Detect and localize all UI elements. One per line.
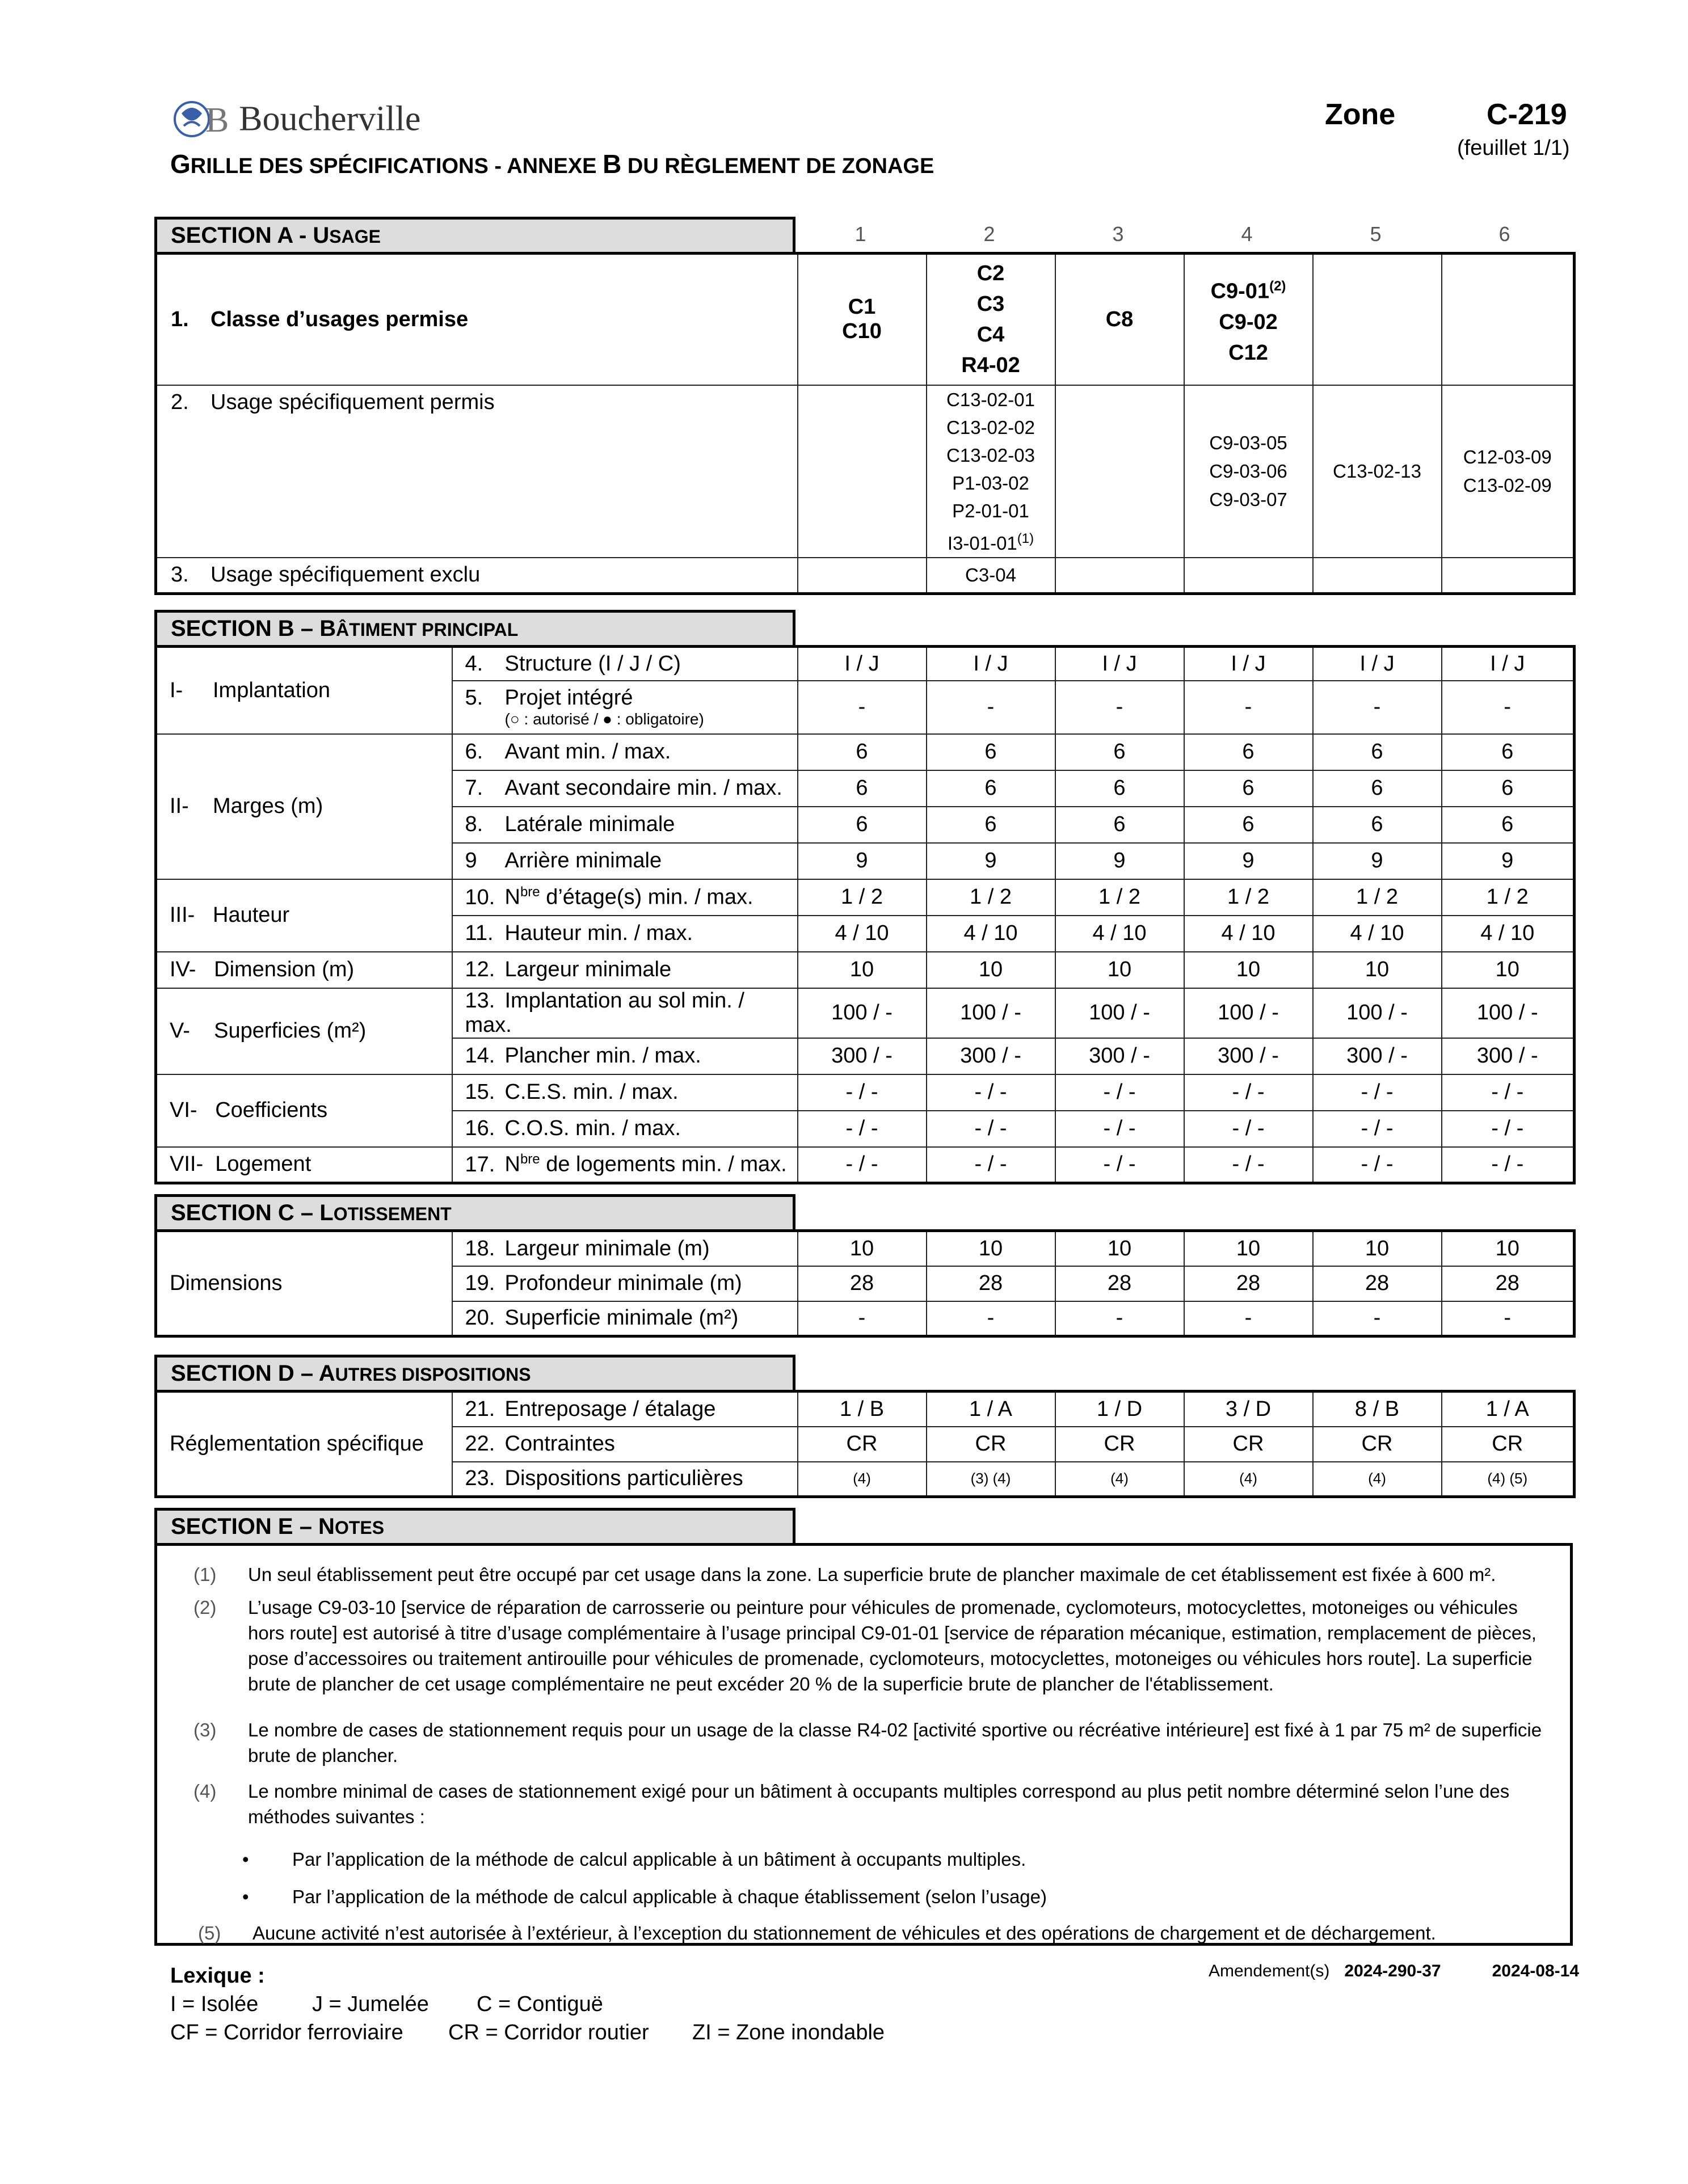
cell: 10 bbox=[1313, 1231, 1442, 1266]
cell: 6 bbox=[1442, 734, 1575, 770]
cell: 10 bbox=[798, 952, 927, 988]
cell: 100 / - bbox=[1313, 988, 1442, 1038]
cell: 100 / - bbox=[798, 988, 927, 1038]
section-a-header: SECTION A - USAGE bbox=[154, 217, 795, 252]
table-row bbox=[156, 988, 1575, 1038]
cell: - / - bbox=[1055, 1147, 1184, 1183]
table-row bbox=[156, 1392, 1575, 1427]
table-row bbox=[156, 734, 1575, 770]
group-label: VI- Coefficients bbox=[156, 1074, 452, 1147]
cell: C13-02-01 C13-02-02 C13-02-03 P1-03-02 P2-01-01 I3-01-01$^{(1)}$ bbox=[927, 385, 1055, 558]
column-number: 3 bbox=[1112, 222, 1124, 246]
section-d-header: SECTION D – AUTRES DISPOSITIONS bbox=[154, 1355, 795, 1390]
note-2: (2) L’usage C9-03-10 [service de réparation de carrosserie ou peinture pour véhicules de promenade, cyclomoteurs, motocyclettes, motoneiges ou véhicules hors route] est autorisé à titre d’usage complémentaire à l’usage principal C9-01-01 [service de réparation mécanique, estimation, remplacement de pièces, pose d’accessoires ou traitement antirouille pour véhicules de promenade, cyclomoteurs, motocyclettes, motoneiges ou véhicules hors route]. La superficie brute de plancher de cet usage complémentaire ne peut excéder 20 % de la superficie brute de plancher de l'établissement. bbox=[193, 1597, 1537, 1694]
cell: 3 / D bbox=[1184, 1392, 1313, 1427]
note-4-bullet: • Par l’application de la méthode de calcul applicable à chaque établissement (selon l’usage) bbox=[242, 1886, 1047, 1907]
cell: 10 bbox=[1184, 1231, 1313, 1266]
row-label: 10. $N^{bre}$ d’étage(s) min. / max. bbox=[452, 879, 798, 916]
cell: 6 bbox=[798, 734, 927, 770]
cell: 6 bbox=[927, 734, 1055, 770]
cell: 9 bbox=[1055, 843, 1184, 879]
cell: 10 bbox=[1442, 1231, 1575, 1266]
cell: - bbox=[1313, 681, 1442, 734]
row-label: 21. Entreposage / étalage bbox=[452, 1392, 798, 1427]
cell: - / - bbox=[1313, 1147, 1442, 1183]
cell: 6 bbox=[1442, 770, 1575, 807]
cell: CR bbox=[1184, 1427, 1313, 1462]
cell: 1 / 2 bbox=[927, 879, 1055, 916]
amendment-info: Amendement(s) 2024-290-37 2024-08-14 bbox=[1209, 1962, 1580, 1980]
section-b-table bbox=[154, 645, 1576, 1184]
cell: - / - bbox=[1055, 1111, 1184, 1147]
city-crest-icon bbox=[170, 96, 233, 142]
row-label: 5. Projet intégré (○ : autorisé / ● : obligatoire) bbox=[452, 681, 798, 734]
cell: 6 bbox=[1184, 770, 1313, 807]
cell: 6 bbox=[1442, 807, 1575, 843]
section-a-table bbox=[154, 252, 1576, 595]
column-number: 5 bbox=[1370, 222, 1382, 246]
group-label: I- Implantation bbox=[156, 647, 452, 734]
cell: 10 bbox=[1313, 952, 1442, 988]
cell: - bbox=[1184, 681, 1313, 734]
cell: 1 / 2 bbox=[1313, 879, 1442, 916]
row-label: 20. Superficie minimale (m²) bbox=[452, 1301, 798, 1336]
cell: 10 bbox=[1055, 952, 1184, 988]
cell: - / - bbox=[1184, 1147, 1313, 1183]
table-row bbox=[156, 952, 1575, 988]
cell bbox=[1184, 558, 1313, 594]
cell: C9-01$^{(2)}$ C9-02 C12 bbox=[1184, 254, 1313, 385]
cell: (4) (5) bbox=[1442, 1462, 1575, 1497]
cell bbox=[1055, 385, 1184, 558]
row-label: 13. Implantation au sol min. / max. bbox=[452, 988, 798, 1038]
cell: 9 bbox=[798, 843, 927, 879]
cell: (3) (4) bbox=[927, 1462, 1055, 1497]
cell: 10 bbox=[927, 1231, 1055, 1266]
cell: - bbox=[1055, 1301, 1184, 1336]
cell: 300 / - bbox=[1055, 1038, 1184, 1074]
row-label: 12. Largeur minimale bbox=[452, 952, 798, 988]
cell: 300 / - bbox=[927, 1038, 1055, 1074]
section-c-header: SECTION C – LOTISSEMENT bbox=[154, 1194, 795, 1229]
cell bbox=[1442, 558, 1575, 594]
group-label: V- Superficies (m²) bbox=[156, 988, 452, 1074]
cell: - / - bbox=[1184, 1074, 1313, 1111]
group-label: VII- Logement bbox=[156, 1147, 452, 1183]
group-label: II- Marges (m) bbox=[156, 734, 452, 879]
row-label: 22. Contraintes bbox=[452, 1427, 798, 1462]
row-label: 1. Classe d’usages permise bbox=[156, 254, 798, 385]
cell: 6 bbox=[1313, 734, 1442, 770]
cell: - / - bbox=[1442, 1111, 1575, 1147]
cell: 300 / - bbox=[1313, 1038, 1442, 1074]
cell: 300 / - bbox=[798, 1038, 927, 1074]
cell: (4) bbox=[1055, 1462, 1184, 1497]
cell: 100 / - bbox=[1184, 988, 1313, 1038]
cell: 1 / A bbox=[927, 1392, 1055, 1427]
cell: 8 / B bbox=[1313, 1392, 1442, 1427]
section-d-table bbox=[154, 1390, 1576, 1498]
row-label: 9 Arrière minimale bbox=[452, 843, 798, 879]
row-label: 7. Avant secondaire min. / max. bbox=[452, 770, 798, 807]
cell: CR bbox=[1442, 1427, 1575, 1462]
cell: 6 bbox=[1055, 770, 1184, 807]
cell: 9 bbox=[1313, 843, 1442, 879]
cell: 6 bbox=[1184, 807, 1313, 843]
cell: I / J bbox=[1055, 647, 1184, 681]
cell: I / J bbox=[1313, 647, 1442, 681]
cell: 10 bbox=[927, 952, 1055, 988]
cell: 9 bbox=[927, 843, 1055, 879]
cell: - / - bbox=[798, 1147, 927, 1183]
note-1: (1) Un seul établissement peut être occupé par cet usage dans la zone. La superficie brute de plancher maximale de cet établissement est fixée à 600 m². bbox=[193, 1564, 1496, 1585]
cell: I / J bbox=[1442, 647, 1575, 681]
logo-text: Boucherville bbox=[239, 99, 421, 138]
row-label: 6. Avant min. / max. bbox=[452, 734, 798, 770]
column-number: 4 bbox=[1241, 222, 1253, 246]
cell: - / - bbox=[927, 1111, 1055, 1147]
note-4-bullet: • Par l’application de la méthode de calcul applicable à un bâtiment à occupants multiples. bbox=[242, 1849, 1026, 1870]
row-label: 18. Largeur minimale (m) bbox=[452, 1231, 798, 1266]
cell: 300 / - bbox=[1184, 1038, 1313, 1074]
group-label: IV- Dimension (m) bbox=[156, 952, 452, 988]
row-label: 23. Dispositions particulières bbox=[452, 1462, 798, 1497]
lexique-title: Lexique : bbox=[170, 1964, 265, 1988]
cell: 6 bbox=[1313, 770, 1442, 807]
row-label: 17. $N^{bre}$ de logements min. / max. bbox=[452, 1147, 798, 1183]
cell: 6 bbox=[1313, 807, 1442, 843]
cell: 4 / 10 bbox=[1055, 916, 1184, 952]
cell: 4 / 10 bbox=[927, 916, 1055, 952]
table-row bbox=[156, 1231, 1575, 1266]
row-label: 3. Usage spécifiquement exclu bbox=[156, 558, 798, 594]
cell: 1 / A bbox=[1442, 1392, 1575, 1427]
cell: I / J bbox=[1184, 647, 1313, 681]
cell: 6 bbox=[1055, 734, 1184, 770]
table-row bbox=[156, 385, 1575, 558]
cell: 100 / - bbox=[1055, 988, 1184, 1038]
cell bbox=[1313, 558, 1442, 594]
note-4: (4) Le nombre minimal de cases de stationnement exigé pour un bâtiment à occupants multiples correspond au plus petit nombre déterminé selon l’une des méthodes suivantes : bbox=[193, 1781, 1510, 1827]
lexique bbox=[170, 1962, 885, 2047]
svg-text:B: B bbox=[205, 101, 229, 140]
cell bbox=[798, 385, 927, 558]
cell: CR bbox=[1313, 1427, 1442, 1462]
cell: 6 bbox=[798, 770, 927, 807]
cell bbox=[1442, 254, 1575, 385]
cell: 10 bbox=[1184, 952, 1313, 988]
cell: - / - bbox=[1313, 1074, 1442, 1111]
table-row bbox=[156, 1074, 1575, 1111]
cell: C12-03-09 C13-02-09 bbox=[1442, 385, 1575, 558]
cell: - / - bbox=[927, 1147, 1055, 1183]
row-label: 14. Plancher min. / max. bbox=[452, 1038, 798, 1074]
zone-label: Zone bbox=[1325, 98, 1396, 131]
cell: - / - bbox=[1442, 1074, 1575, 1111]
section-c-table bbox=[154, 1229, 1576, 1338]
cell: - / - bbox=[1055, 1074, 1184, 1111]
table-row bbox=[156, 647, 1575, 681]
cell: C8 bbox=[1055, 254, 1184, 385]
cell: 9 bbox=[1184, 843, 1313, 879]
cell: 1 / 2 bbox=[798, 879, 927, 916]
cell: 28 bbox=[1442, 1266, 1575, 1301]
cell: CR bbox=[798, 1427, 927, 1462]
cell bbox=[1055, 558, 1184, 594]
cell: 6 bbox=[1055, 807, 1184, 843]
cell: 4 / 10 bbox=[1184, 916, 1313, 952]
cell: CR bbox=[1055, 1427, 1184, 1462]
cell: 10 bbox=[1055, 1231, 1184, 1266]
cell: 6 bbox=[927, 770, 1055, 807]
cell: - bbox=[798, 681, 927, 734]
cell: - / - bbox=[927, 1074, 1055, 1111]
cell: 4 / 10 bbox=[1313, 916, 1442, 952]
cell: - bbox=[1055, 681, 1184, 734]
column-number: 1 bbox=[854, 222, 866, 246]
cell: - bbox=[1313, 1301, 1442, 1336]
cell: 10 bbox=[1442, 952, 1575, 988]
cell bbox=[798, 558, 927, 594]
cell: I / J bbox=[927, 647, 1055, 681]
cell: 1 / 2 bbox=[1055, 879, 1184, 916]
cell: C13-02-13 bbox=[1313, 385, 1442, 558]
column-number: 2 bbox=[983, 222, 995, 246]
section-b-header: SECTION B – BÂTIMENT PRINCIPAL bbox=[154, 610, 795, 645]
row-label: 2. Usage spécifiquement permis bbox=[156, 385, 798, 558]
cell: 1 / 2 bbox=[1442, 879, 1575, 916]
cell: (4) bbox=[798, 1462, 927, 1497]
cell: 1 / 2 bbox=[1184, 879, 1313, 916]
cell: 6 bbox=[798, 807, 927, 843]
notes-box bbox=[154, 1543, 1573, 1946]
cell: 28 bbox=[1184, 1266, 1313, 1301]
cell: - / - bbox=[1184, 1111, 1313, 1147]
row-label: 15. C.E.S. min. / max. bbox=[452, 1074, 798, 1111]
row-label: 19. Profondeur minimale (m) bbox=[452, 1266, 798, 1301]
cell: CR bbox=[927, 1427, 1055, 1462]
cell: - / - bbox=[798, 1074, 927, 1111]
cell: 6 bbox=[927, 807, 1055, 843]
lexique-line: I = Isolée J = Jumelée C = Contiguë bbox=[170, 1992, 603, 2016]
note-3: (3) Le nombre de cases de stationnement requis pour un usage de la classe R4-02 [activité sportive ou récréative intérieure] est fixé à 1 par 75 m² de superficie brute de plancher. bbox=[193, 1719, 1542, 1766]
cell: C9-03-05 C9-03-06 C9-03-07 bbox=[1184, 385, 1313, 558]
cell: 100 / - bbox=[1442, 988, 1575, 1038]
cell: - / - bbox=[1442, 1147, 1575, 1183]
group-label: Réglementation spécifique bbox=[156, 1392, 452, 1497]
cell: C1 C10 bbox=[798, 254, 927, 385]
cell: 9 bbox=[1442, 843, 1575, 879]
cell: 300 / - bbox=[1442, 1038, 1575, 1074]
column-number: 6 bbox=[1498, 222, 1510, 246]
lexique-line: CF = Corridor ferroviaire CR = Corridor routier ZI = Zone inondable bbox=[170, 2021, 885, 2044]
cell: - bbox=[927, 1301, 1055, 1336]
cell: (4) bbox=[1313, 1462, 1442, 1497]
cell: C3-04 bbox=[927, 558, 1055, 594]
row-label: 8. Latérale minimale bbox=[452, 807, 798, 843]
cell: - bbox=[1184, 1301, 1313, 1336]
cell: 1 / D bbox=[1055, 1392, 1184, 1427]
table-row bbox=[156, 254, 1575, 385]
cell: I / J bbox=[798, 647, 927, 681]
row-label: 4. Structure (I / J / C) bbox=[452, 647, 798, 681]
group-label: Dimensions bbox=[156, 1231, 452, 1336]
sheet-indicator: (feuillet 1/1) bbox=[1457, 136, 1570, 160]
cell: 4 / 10 bbox=[798, 916, 927, 952]
cell: (4) bbox=[1184, 1462, 1313, 1497]
cell: 28 bbox=[1313, 1266, 1442, 1301]
cell: 28 bbox=[1055, 1266, 1184, 1301]
note-5: (5) Aucune activité n’est autorisée à l’extérieur, à l’exception du stationnement de véhicules et des opérations de chargement et de déchargement. bbox=[198, 1922, 1436, 1943]
cell: - bbox=[798, 1301, 927, 1336]
cell: - bbox=[1442, 1301, 1575, 1336]
cell: 1 / B bbox=[798, 1392, 927, 1427]
group-label: III- Hauteur bbox=[156, 879, 452, 952]
logo bbox=[170, 96, 420, 142]
table-row bbox=[156, 879, 1575, 916]
cell: 28 bbox=[798, 1266, 927, 1301]
cell: C2 C3 C4 R4-02 bbox=[927, 254, 1055, 385]
cell: 28 bbox=[927, 1266, 1055, 1301]
cell: - / - bbox=[1313, 1111, 1442, 1147]
zone-code: C-219 bbox=[1487, 98, 1567, 131]
cell: - / - bbox=[798, 1111, 927, 1147]
cell: 6 bbox=[1184, 734, 1313, 770]
table-row bbox=[156, 558, 1575, 594]
cell: 4 / 10 bbox=[1442, 916, 1575, 952]
table-row bbox=[156, 1147, 1575, 1183]
section-e-header: SECTION E – NOTES bbox=[154, 1508, 795, 1543]
row-label: 16. C.O.S. min. / max. bbox=[452, 1111, 798, 1147]
cell: 10 bbox=[798, 1231, 927, 1266]
cell: - bbox=[927, 681, 1055, 734]
row-label: 11. Hauteur min. / max. bbox=[452, 916, 798, 952]
cell: - bbox=[1442, 681, 1575, 734]
cell bbox=[1313, 254, 1442, 385]
document-title: GRILLE DES SPÉCIFICATIONS - ANNEXE B DU RÈGLEMENT DE ZONAGE bbox=[170, 149, 934, 179]
cell: 100 / - bbox=[927, 988, 1055, 1038]
